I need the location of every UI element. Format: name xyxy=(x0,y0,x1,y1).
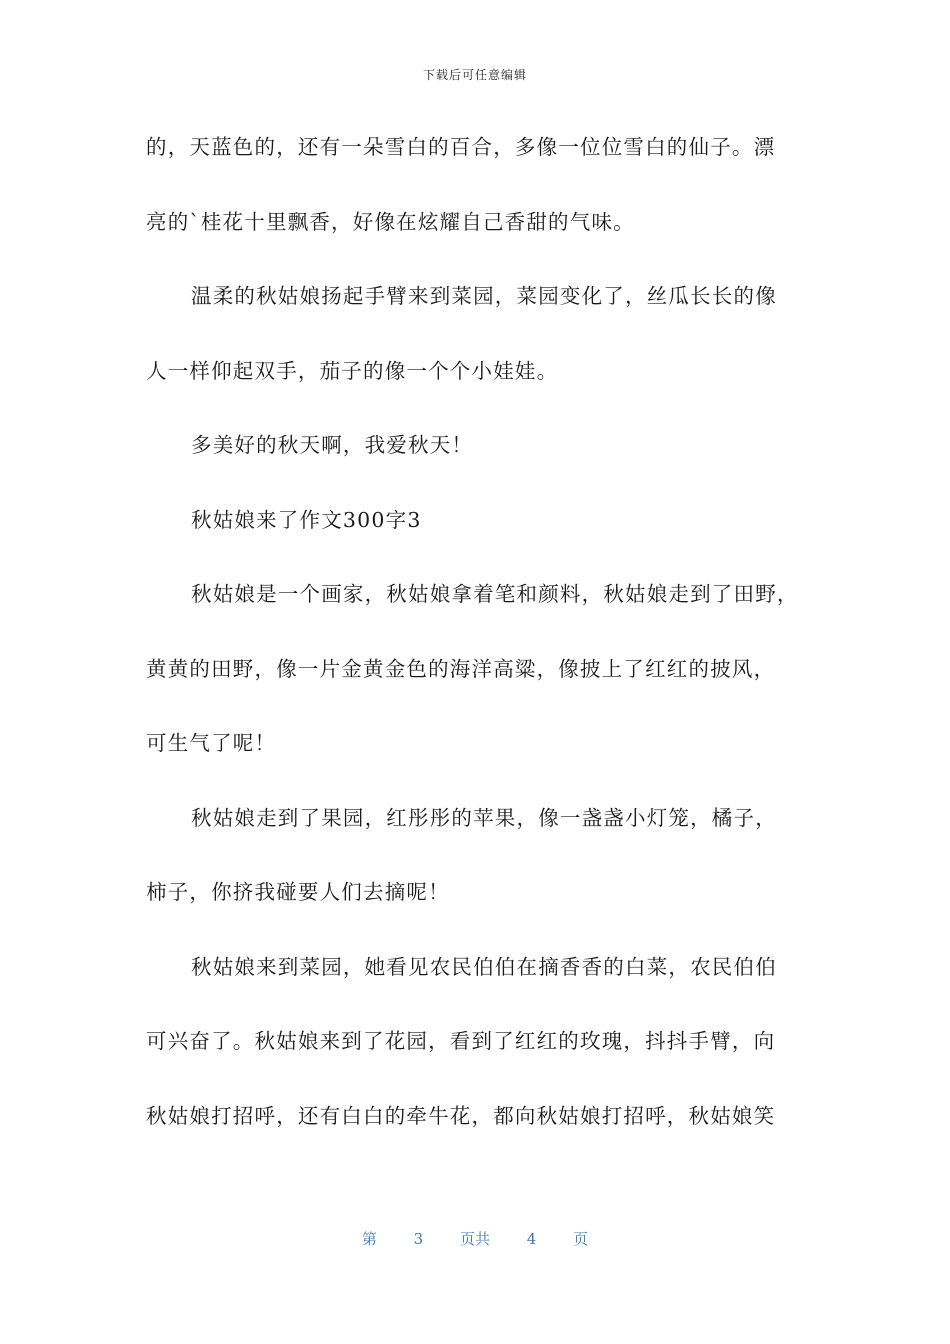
text-line-3: 温柔的秋姑娘扬起手臂来到菜园，菜园变化了，丝瓜长长的像 xyxy=(191,284,777,308)
header-note: 下载后可任意编辑 xyxy=(422,68,527,82)
text-line-5: 多美好的秋天啊，我爱秋天！ xyxy=(191,433,474,457)
text-line-8: 黄黄的田野，像一片金黄金色的海洋高粱，像披上了红红的披风， xyxy=(146,656,776,681)
footer-middle: 页共 xyxy=(459,1230,490,1248)
footer-total-pages: 4 xyxy=(526,1230,537,1248)
body-text xyxy=(146,127,810,1170)
footer-current-page: 3 xyxy=(413,1230,424,1248)
text-line-2: 亮的`桂花十里飘香，好像在炫耀自己香甜的气味。 xyxy=(146,209,635,234)
text-line-14: 秋姑娘打招呼，还有白白的牵牛花，都向秋姑娘打招呼，秋姑娘笑 xyxy=(146,1103,776,1128)
text-line-11: 柿子，你挤我碰要人们去摘呢！ xyxy=(146,880,450,904)
footer-suffix: 页 xyxy=(573,1230,589,1248)
text-line-4: 人一样仰起双手，茄子的像一个个小娃娃。 xyxy=(146,358,559,383)
text-line-10: 秋姑娘走到了果园，红彤彤的苹果，像一盏盏小灯笼，橘子， xyxy=(191,805,777,830)
text-line-9: 可生气了呢！ xyxy=(146,731,277,755)
text-line-13: 可兴奋了。秋姑娘来到了花园，看到了红红的玫瑰，抖抖手臂，向 xyxy=(146,1029,776,1053)
page-footer xyxy=(0,1228,950,1249)
footer-prefix: 第 xyxy=(361,1230,377,1248)
text-line-12: 秋姑娘来到菜园，她看见农民伯伯在摘香香的白菜，农民伯伯 xyxy=(191,954,777,979)
text-line-7: 秋姑娘是一个画家，秋姑娘拿着笔和颜料，秋姑娘走到了田野， xyxy=(191,582,799,606)
section-heading: 秋姑娘来了作文300字3 xyxy=(191,507,422,532)
text-line-1: 的，天蓝色的，还有一朵雪白的百合，多像一位位雪白的仙子。漂 xyxy=(146,135,776,159)
